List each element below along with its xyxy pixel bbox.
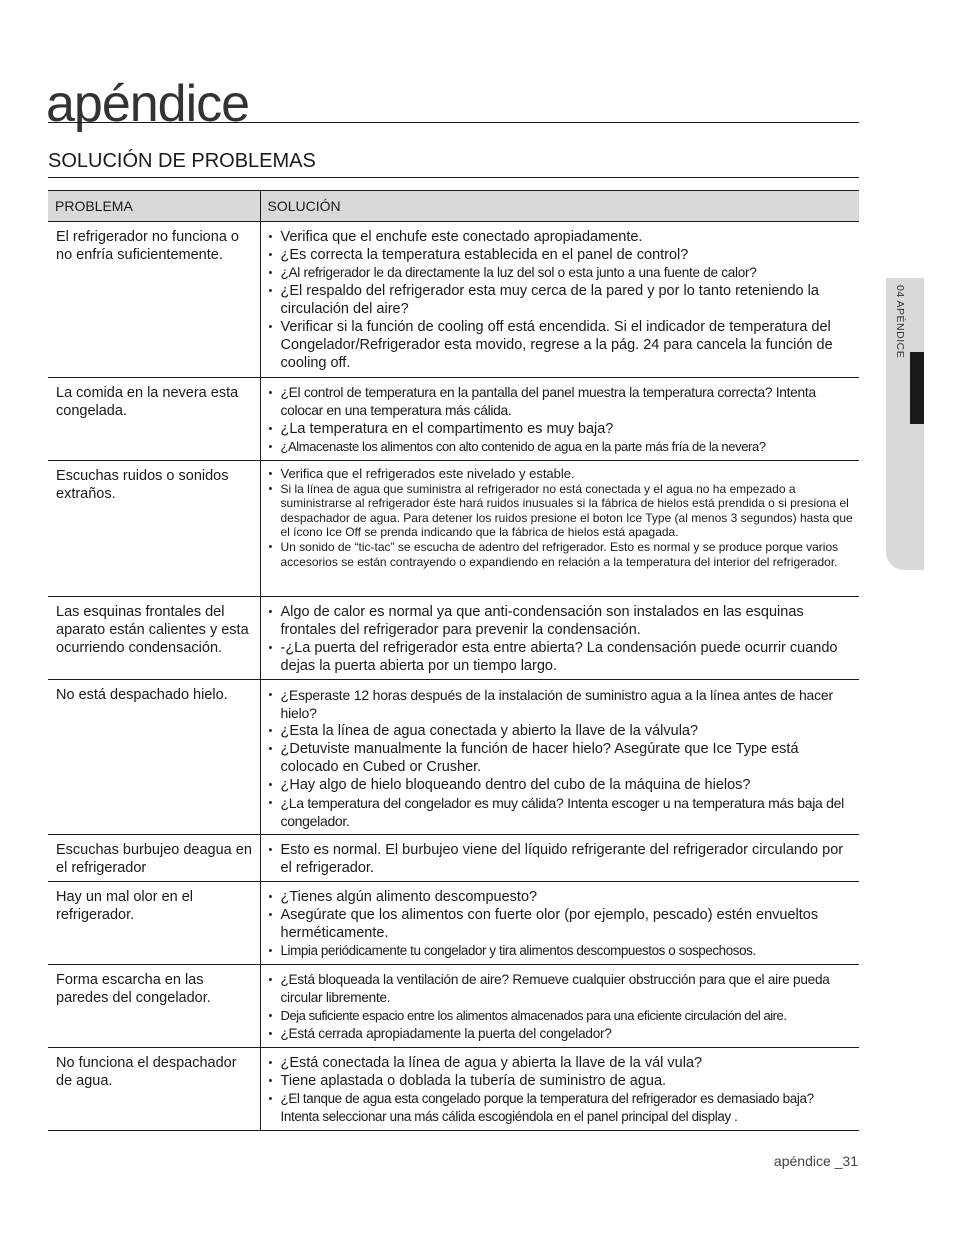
table-header-row bbox=[48, 191, 859, 222]
problem-cell: Escuchas ruidos o sonidos extraños. bbox=[48, 461, 260, 597]
solution-item: • Verificar si la función de cooling off está encendida. Si el indicador de temperatura del Congelador/Refrigerador esta movido, regrese a la pág. 24 para cancela la función de cooling off. bbox=[267, 318, 854, 372]
page-title: apéndice bbox=[46, 75, 250, 133]
solution-item: • Limpia periódicamente tu congelador y tira alimentos descompuestos o sospechosos. bbox=[267, 942, 854, 960]
solution-item: • ¿Esperaste 12 horas después de la instalación de suministro agua a la línea antes de hacer hielo? bbox=[267, 686, 854, 722]
solution-item: • ¿Está conectada la línea de agua y abierta la llave de la vál vula? bbox=[267, 1054, 854, 1072]
solution-cell bbox=[260, 597, 859, 680]
table-row bbox=[48, 378, 859, 461]
solution-item: • Un sonido de “tic-tac” se escucha de adentro del refrigerador. Esto es normal y se produce porque varios accesorios se están contrayendo o expandiendo en relación a la temperatura del interior del refrigerador. bbox=[267, 540, 854, 569]
problem-cell: No funciona el despachador de agua. bbox=[48, 1048, 260, 1131]
solution-item: • ¿La temperatura del congelador es muy cálida? Intenta escoger u na temperatura más baja del congelador. bbox=[267, 794, 854, 830]
table-row bbox=[48, 597, 859, 680]
problem-cell: Hay un mal olor en el refrigerador. bbox=[48, 882, 260, 965]
problem-cell: Forma escarcha en las paredes del congelador. bbox=[48, 965, 260, 1048]
solution-item: • ¿Tienes algún alimento descompuesto? bbox=[267, 888, 854, 906]
problem-cell: El refrigerador no funciona o no enfría suficientemente. bbox=[48, 222, 260, 378]
section-title: SOLUCIÓN DE PROBLEMAS bbox=[48, 150, 316, 172]
solution-item: • ¿Almacenaste los alimentos con alto contenido de agua en la parte más fría de la nevera? bbox=[267, 438, 854, 456]
section-divider bbox=[48, 177, 859, 178]
solution-cell bbox=[260, 835, 859, 882]
solution-cell bbox=[260, 965, 859, 1048]
chapter-marker bbox=[910, 352, 924, 424]
solution-item: • ¿La temperatura en el compartimento es muy baja? bbox=[267, 420, 854, 438]
solution-item: • Esto es normal. El burbujeo viene del líquido refrigerante del refrigerador circulando por el refrigerador. bbox=[267, 841, 854, 877]
solution-cell bbox=[260, 222, 859, 378]
title-divider bbox=[48, 122, 859, 123]
solution-item: • Si la línea de agua que suministra al refrigerador no está conectada y el agua no ha empezado a suministrarse al refrigerador éste hará ruidos inusuales si la fábrica de hielos está prendida o si presiona el despachador de agua. Para detener los ruidos presione el boton Ice Type (al menos 3 segundos) hasta que el ícono Ice Off se prenda indicando que la fábrica de hielos está apagada. bbox=[267, 482, 854, 540]
table-row bbox=[48, 222, 859, 378]
table-row bbox=[48, 680, 859, 835]
solution-item: • ¿El respaldo del refrigerador esta muy cerca de la pared y por lo tanto reteniendo la circulación del aire? bbox=[267, 282, 854, 318]
solution-cell bbox=[260, 461, 859, 597]
table-row bbox=[48, 882, 859, 965]
solution-cell bbox=[260, 1048, 859, 1131]
solution-item: • ¿Está cerrada apropiadamente la puerta del congelador? bbox=[267, 1025, 854, 1043]
troubleshooting-table bbox=[48, 190, 859, 1131]
solution-item: • ¿Detuviste manualmente la función de hacer hielo? Asegúrate que Ice Type está colocado en Cubed or Crusher. bbox=[267, 740, 854, 776]
solution-item: • Tiene aplastada o doblada la tubería de suministro de agua. bbox=[267, 1072, 854, 1090]
solution-item: • Asegúrate que los alimentos con fuerte olor (por ejemplo, pescado) estén envueltos herméticamente. bbox=[267, 906, 854, 942]
table-row bbox=[48, 461, 859, 597]
problem-cell: Las esquinas frontales del aparato están calientes y esta ocurriendo condensación. bbox=[48, 597, 260, 680]
solution-item: • ¿El tanque de agua esta congelado porque la temperatura del refrigerador es demasiado baja? Intenta seleccionar una más cálida escogiéndola en el panel principal del display . bbox=[267, 1090, 854, 1126]
table-row bbox=[48, 965, 859, 1048]
solution-item: • ¿El control de temperatura en la pantalla del panel muestra la temperatura correcta? Intenta colocar en una temperatura más cálida. bbox=[267, 384, 854, 420]
solution-cell bbox=[260, 680, 859, 835]
table-row bbox=[48, 835, 859, 882]
solution-item: • ¿Esta la línea de agua conectada y abierto la llave de la válvula? bbox=[267, 722, 854, 740]
header-solution: SOLUCIÓN bbox=[260, 191, 859, 222]
header-problem: PROBLEMA bbox=[48, 191, 260, 222]
solution-item: • -¿La puerta del refrigerador esta entre abierta? La condensación puede ocurrir cuando dejas la puerta abierta por un tiempo largo. bbox=[267, 639, 854, 675]
table-row bbox=[48, 1048, 859, 1131]
solution-cell bbox=[260, 378, 859, 461]
chapter-label: 04 APÉNDICE bbox=[894, 285, 906, 359]
solution-item: • ¿Está bloqueada la ventilación de aire? Remueve cualquier obstrucción para que el aire pueda circular libremente. bbox=[267, 971, 854, 1007]
solution-item: • Verifica que el enchufe este conectado apropiadamente. bbox=[267, 228, 854, 246]
solution-item: • Deja suficiente espacio entre los alimentos almacenados para una eficiente circulación del aire. bbox=[267, 1007, 854, 1025]
solution-item: • ¿Es correcta la temperatura establecida en el panel de control? bbox=[267, 246, 854, 264]
problem-cell: No está despachado hielo. bbox=[48, 680, 260, 835]
solution-cell bbox=[260, 882, 859, 965]
solution-item: • ¿Al refrigerador le da directamente la luz del sol o esta junto a una fuente de calor? bbox=[267, 264, 854, 282]
problem-cell: Escuchas burbujeo deagua en el refrigerador bbox=[48, 835, 260, 882]
solution-item: • Algo de calor es normal ya que anti-condensación son instalados en las esquinas frontales del refrigerador para prevenir la condensación. bbox=[267, 603, 854, 639]
solution-item: • Verifica que el refrigerados este nivelado y estable. bbox=[267, 467, 854, 482]
page-footer: apéndice _31 bbox=[773, 1153, 858, 1169]
solution-item: • ¿Hay algo de hielo bloqueando dentro del cubo de la máquina de hielos? bbox=[267, 776, 854, 794]
problem-cell: La comida en la nevera esta congelada. bbox=[48, 378, 260, 461]
